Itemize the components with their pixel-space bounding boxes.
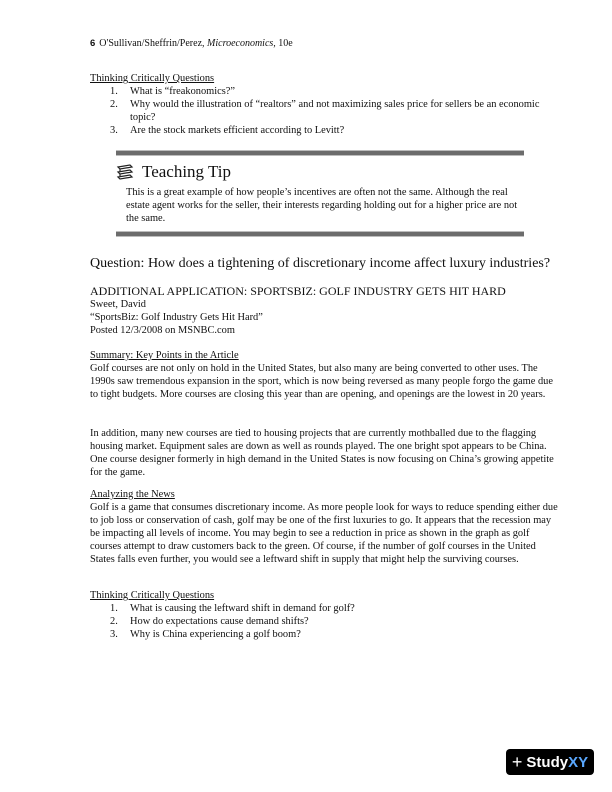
list-text: How do expectations cause demand shifts? (130, 616, 309, 627)
summary-section (90, 349, 560, 401)
section-heading: Analyzing the News (90, 489, 175, 500)
teaching-tip-body: This is a great example of how people’s incentives are often not the same. Although the real estate agent works for the seller, their interests regarding holding out for a higher price are not the same. (126, 187, 518, 224)
teaching-tip-box (116, 150, 524, 237)
studyxy-logo[interactable] (506, 749, 594, 775)
summary-paragraph-1: Golf courses are not only on hold in the United States, but also many are being converted to other uses. The 1990s saw tremendous expansion in the sport, which is now being reversed as many people forgo the game due to tight budgets. More courses are closing this year than are opening, and openings are the lowest in 20 years. (90, 363, 553, 400)
question-list (110, 602, 560, 641)
page-number: 6 (90, 38, 96, 49)
header-book-title: Microeconomics, (207, 38, 276, 49)
list-item (110, 124, 560, 137)
logo-xy: XY (568, 753, 589, 771)
question-heading: Question: How does a tightening of discretionary income affect luxury industries? (90, 256, 551, 271)
list-text: Are the stock markets efficient according to Levitt? (130, 125, 345, 136)
question-list (110, 85, 560, 137)
stack-of-books-icon (116, 164, 134, 180)
list-number: 1. (110, 86, 118, 97)
analysis-paragraph: Golf is a game that consumes discretionary income. As more people look for ways to reduce spending either due to job loss or conservation of cash, golf may be one of the first luxuries to go. It appears that the recession may be impacting all levels of income. You may begin to see a reduction in price as shown in the graph as golf courses attempt to draw customers back to the green. Of course, if the number of golf courses in the United States falls even further, you would see a leftward shift in supply that might help the surviving courses. (90, 502, 558, 565)
plus-icon: + (511, 751, 523, 772)
top-divider (116, 150, 524, 156)
article-title: “SportsBiz: Golf Industry Gets Hit Hard” (90, 312, 263, 323)
list-number: 1. (110, 603, 118, 614)
application-title: ADDITIONAL APPLICATION: SPORTSBIZ: GOLF INDUSTRY GETS HIT HARD (90, 284, 506, 298)
list-number: 2. (110, 99, 118, 110)
thinking-critically-section-2 (90, 589, 560, 641)
list-text: Why is China experiencing a golf boom? (130, 629, 301, 640)
header-edition: 10e (275, 38, 293, 49)
list-number: 2. (110, 616, 118, 627)
thinking-critically-section-1 (90, 72, 560, 137)
article-posted: Posted 12/3/2008 on MSNBC.com (90, 325, 235, 336)
section-heading: Summary: Key Points in the Article (90, 350, 239, 361)
list-item (110, 602, 560, 615)
teaching-tip-title: Teaching Tip (142, 162, 232, 181)
list-text: Why would the illustration of “realtors” and not maximizing sales price for sellers be an economic topic? (130, 99, 540, 123)
list-number: 3. (110, 125, 118, 136)
list-item (110, 628, 560, 641)
list-item (110, 615, 560, 628)
analysis-section (90, 488, 560, 566)
section-heading: Thinking Critically Questions (90, 73, 215, 84)
list-text: What is “freakonomics?” (130, 86, 236, 97)
list-number: 3. (110, 629, 118, 640)
section-heading: Thinking Critically Questions (90, 590, 215, 601)
running-header (90, 38, 293, 49)
header-authors: O'Sullivan/Sheffrin/Perez, (99, 38, 208, 49)
list-item (110, 85, 560, 98)
article-author: Sweet, David (90, 299, 146, 310)
list-item (110, 98, 560, 124)
teaching-tip-header (116, 162, 524, 182)
article-source (90, 298, 263, 337)
logo-study: Study (526, 753, 569, 771)
list-text: What is causing the leftward shift in demand for golf? (130, 603, 355, 614)
summary-paragraph-2: In addition, many new courses are tied to housing projects that are currently mothballed due to the flagging housing market. Equipment sales are down as well as rounds played. The one bright spot appears to be China. One course designer formerly in high demand in the United States is now focusing on China’s growing appetite for the game. (90, 428, 554, 478)
bottom-divider (116, 231, 524, 237)
